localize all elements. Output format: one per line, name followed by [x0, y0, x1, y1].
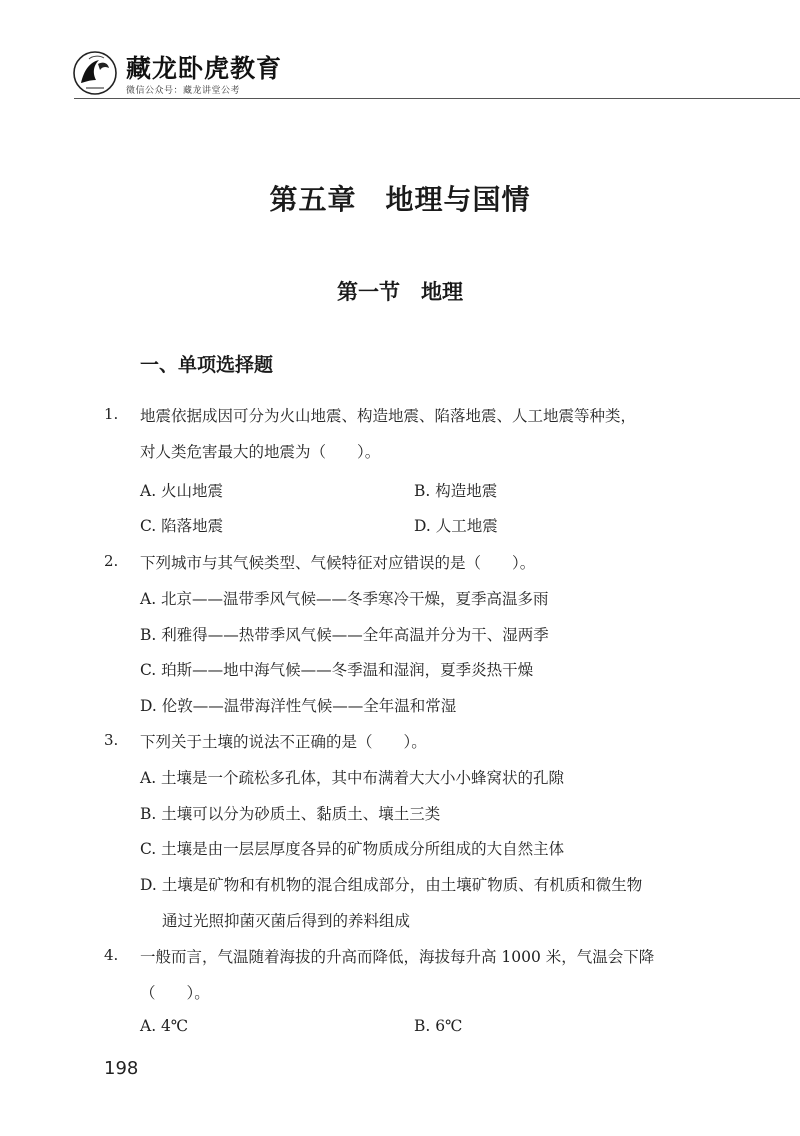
- option-a: A. 4℃: [140, 1017, 189, 1035]
- header-divider: [74, 98, 800, 99]
- part-title: 一、单项选择题: [140, 354, 274, 376]
- page-header: [0, 0, 800, 100]
- option-d: D. 土壤是矿物和有机物的混合组成部分，由土壤矿物质、有机质和微生物: [140, 876, 643, 894]
- option-d: D. 人工地震: [414, 517, 498, 535]
- option-d-continuation: 通过光照抑菌灭菌后得到的养料组成: [162, 912, 411, 930]
- option-d: D. 伦敦——温带海洋性气候——全年温和常湿: [140, 697, 457, 715]
- dragon-tiger-logo-icon: [72, 50, 118, 96]
- page-number: 198: [104, 1058, 139, 1079]
- brand-name: 藏龙卧虎教育: [126, 54, 283, 83]
- question-number: 1.: [104, 405, 119, 423]
- question-stem-line: 下列关于土壤的说法不正确的是（ ）。: [140, 733, 427, 751]
- question-stem-line: （ ）。: [140, 984, 210, 1002]
- question-stem-line: 一般而言，气温随着海拔的升高而降低，海拔每升高 1000 米，气温会下降: [140, 948, 655, 966]
- question-number: 2.: [104, 552, 119, 570]
- option-b: B. 利雅得——热带季风气候——全年高温并分为干、湿两季: [140, 626, 549, 644]
- brand-subtitle: 微信公众号：藏龙讲堂公考: [126, 86, 241, 96]
- option-a: A. 土壤是一个疏松多孔体，其中布满着大大小小蜂窝状的孔隙: [140, 769, 565, 787]
- chapter-title: 第五章 地理与国情: [269, 183, 531, 216]
- option-b: B. 构造地震: [414, 482, 498, 500]
- question-stem-line: 地震依据成因可分为火山地震、构造地震、陷落地震、人工地震等种类，: [140, 407, 637, 425]
- option-a: A. 火山地震: [140, 482, 224, 500]
- section-title: 第一节 地理: [337, 280, 463, 304]
- question-number: 3.: [104, 731, 119, 749]
- question-stem-line: 对人类危害最大的地震为（ ）。: [140, 443, 381, 461]
- option-c: C. 土壤是由一层层厚度各异的矿物质成分所组成的大自然主体: [140, 840, 565, 858]
- option-b: B. 土壤可以分为砂质土、黏质土、壤土三类: [140, 805, 441, 823]
- option-b: B. 6℃: [414, 1017, 463, 1035]
- option-c: C. 陷落地震: [140, 517, 224, 535]
- question-number: 4.: [104, 946, 119, 964]
- option-a: A. 北京——温带季风气候——冬季寒冷干燥，夏季高温多雨: [140, 590, 549, 608]
- question-stem-line: 下列城市与其气候类型、气候特征对应错误的是（ ）。: [140, 554, 536, 572]
- option-c: C. 珀斯——地中海气候——冬季温和湿润，夏季炎热干燥: [140, 661, 534, 679]
